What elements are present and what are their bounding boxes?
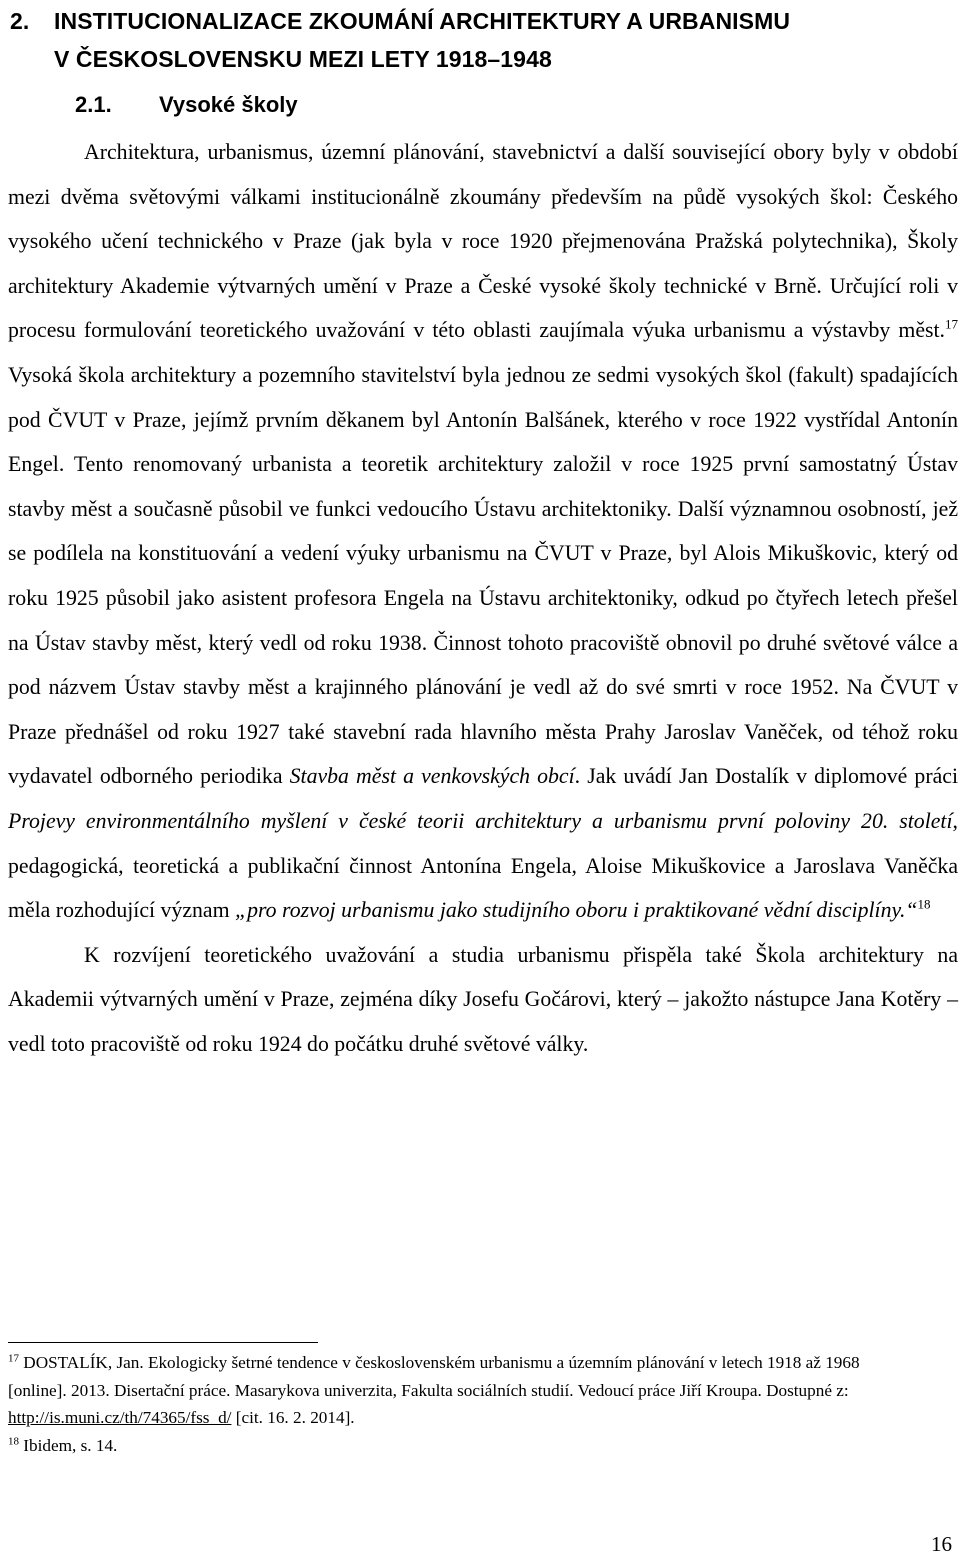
footnote-link[interactable]: http://is.muni.cz/th/74365/fss_d/ bbox=[8, 1408, 232, 1428]
text-run: [cit. 16. 2. 2014]. bbox=[231, 1408, 355, 1428]
section-title: Vysoké školy bbox=[159, 92, 298, 117]
paragraph bbox=[8, 933, 958, 1067]
text-run: Architektura, urbanismus, územní plánování, stavebnictví a další související obory byly v období mezi dvěma světovými válkami institucionálně zkoumány především na půdě vysokých škol: Českého vysokého učení technického v Praze (jak byla v roce 1920 přejmenována Pražská polytechnika), Školy architektury Akademie výtvarných umění v Praze a České vysoké školy technické v Brně. Určující roli v procesu formulování teoretického uvažování v této oblasti zaujímala výuka urbanismu a výstavby měst. bbox=[8, 140, 958, 343]
italic-text: Projevy environmentálního myšlení v české teorii architektury a urbanismu první poloviny 20. století bbox=[8, 808, 953, 833]
chapter-title-line1: INSTITUCIONALIZACE ZKOUMÁNÍ ARCHITEKTURY A URBANISMU bbox=[54, 8, 791, 34]
section-number: 2.1. bbox=[75, 92, 112, 117]
italic-text: Stavba měst a venkovských obcí bbox=[289, 764, 575, 789]
chapter-number: 2. bbox=[10, 8, 30, 34]
footnote bbox=[8, 1432, 908, 1460]
footnote-reference: 18 bbox=[917, 896, 931, 912]
paragraph bbox=[8, 130, 958, 933]
section-heading bbox=[75, 87, 298, 123]
text-run: , pedagogická, teoretická a publikační činnost Antonína Engela, Aloise Mikuškovice a Jaroslava Vaněčka měla rozhodující význam bbox=[8, 808, 958, 923]
text-run: Ibidem, s. 14. bbox=[19, 1435, 118, 1455]
page-number: 16 bbox=[931, 1532, 952, 1556]
text-run: DOSTALÍK, Jan. Ekologicky šetrné tendence v československém urbanismu a územním plánování v letech 1918 až 1968 [online]. 2013. Disertační práce. Masarykova univerzita, Fakulta sociálních studií. Vedoucí práce Jiří Kroupa. Dostupné z: bbox=[8, 1353, 860, 1400]
text-run: . Jak uvádí Jan Dostalík v diplomové práci bbox=[574, 764, 958, 789]
body-text bbox=[8, 130, 958, 1066]
chapter-title-line2: V ČESKOSLOVENSKU MEZI LETY 1918–1948 bbox=[54, 46, 552, 72]
chapter-heading bbox=[10, 2, 950, 78]
footnote-reference: 18 bbox=[8, 1435, 19, 1448]
footnotes bbox=[8, 1349, 908, 1459]
footnote bbox=[8, 1349, 908, 1432]
footnote-reference: 17 bbox=[8, 1352, 19, 1365]
text-run: K rozvíjení teoretického uvažování a studia urbanismu přispěla také Škola architektury na Akademii výtvarných umění v Praze, zejména díky Josefu Gočárovi, který – jakožto nástupce Jana Kotěry – vedl toto pracoviště od roku 1924 do počátku druhé světové války. bbox=[8, 942, 958, 1056]
footnote-separator bbox=[8, 1342, 318, 1343]
text-run: Vysoká škola architektury a pozemního stavitelství byla jednou ze sedmi vysokých škol (fakult) spadajících pod ČVUT v Praze, jejímž prvním děkanem byl Antonín Balšánek, kterého v roce 1922 vystřídal Antonín Engel. Tento renomovaný urbanista a teoretik architektury založil v roce 1925 první samostatný Ústav stavby měst a současně působil ve funkci vedoucího Ústavu architektoniky. Další významnou osobností, jež se podílela na konstituování a vedení výuky urbanismu na ČVUT v Praze, byl Alois Mikuškovic, který od roku 1925 působil jako asistent profesora Engela na Ústavu architektoniky, odkud po čtyřech letech přešel na Ústav stavby měst, který vedl od roku 1938. Činnost tohoto pracoviště obnovil po druhé světové válce a pod názvem Ústav stavby měst a krajinného plánování je vedl až do své smrti v roce 1952. Na ČVUT v Praze přednášel od roku 1927 také stavební rada hlavního města Prahy Jaroslav Vaněček, od téhož roku vydavatel odborného periodika bbox=[8, 362, 958, 789]
italic-text: „pro rozvoj urbanismu jako studijního oboru i praktikované vědní disciplíny.“ bbox=[234, 898, 918, 923]
footnote-reference: 17 bbox=[945, 317, 958, 333]
